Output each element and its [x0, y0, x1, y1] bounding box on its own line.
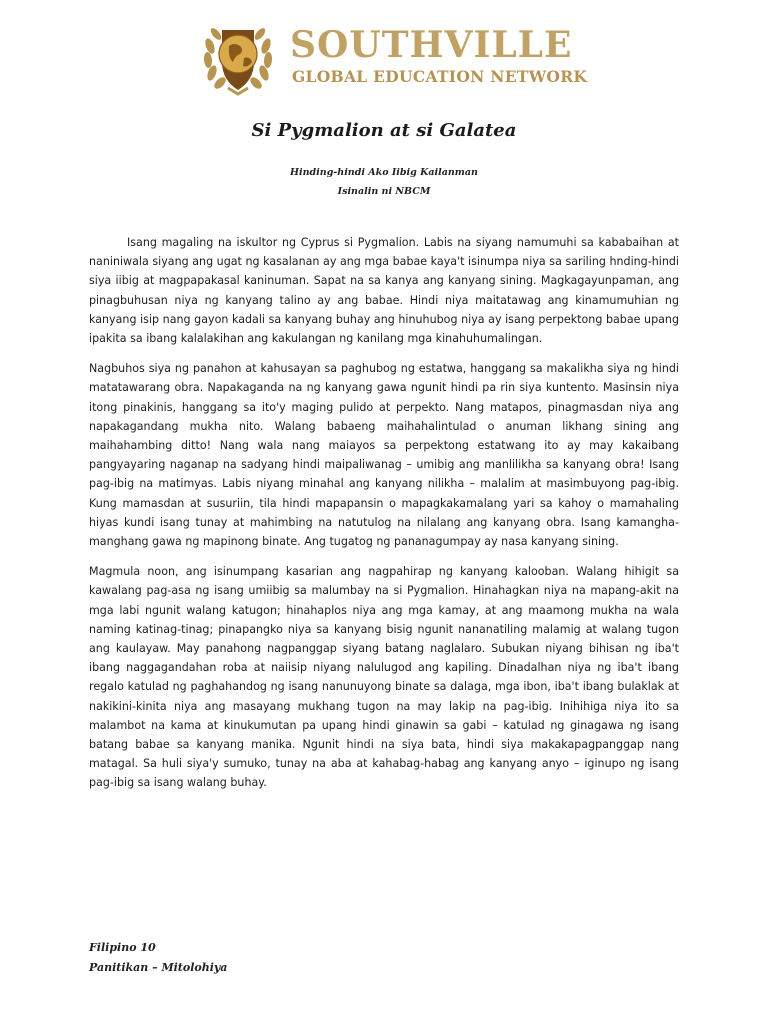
brand-name: SOUTHVILLE [290, 24, 573, 66]
globe-laurel-shield-icon [200, 16, 276, 96]
paragraph: Isang magaling na iskultor ng Cyprus si Pygmalion. Labis na siyang namumuhi sa kababaihan at naniniwala siyang ang ugat ng kasalanan ay ang mga babae kaya't isinumpa niya sa sariling hnding-hindi siya iibig at magpapakasal kaninuman. Sapat na sa kanya ang kanyang sining. Magkagayunpaman, ang pinagbuhusan niya ng kanyang talino ay ang babae. Hindi niya maitatawag ang kinamumuhian ng kanyang isip nang gayon kadali sa kanyang buhay ang hinuhubog niya ay isang perpektong babae upang ipakita sa ibang kalalakihan ang kakulangan ng kanilang mga kinahuhumalingan. [89, 236, 679, 346]
subject-label: Filipino 10 [89, 941, 156, 954]
topic-label: Panitikan – Mitolohiya [89, 961, 228, 974]
footer [89, 938, 227, 978]
paragraph: Nagbuhos siya ng panahon at kahusayan sa paghubog ng estatwa, hanggang sa makalikha siya ng hindi matatawarang obra. Napakaganda na ng kanyang gawa ngunit hindi pa rin siya kuntento. Masinsin niya itong pinakinis, hanggang sa ito'y maging pulido at perpekto. Nang matapos, pinagmasdan niya ang napakagandang mukha nito. Walang babaeng maihahalintulad o anuman likhang sining ang maihahambing ditto! Nang wala nang maiayos sa perpektong estatwang ito ay may kakaibang pangyayaring naganap na sadyang hindi maipaliwanag – umibig ang manlilikha sa kanyang obra! Isang pag-ibig na matimyas. Labis niyang minahal ang kanyang nilikha – malalim at masimbuyong pag-ibig. Kung mamasdan at susuriin, tila hindi mapapansin o mapagkakamalang yari sa kahoy o mamahaling hiyas kundi isang tunay at mahimbing na natutulog na nilalang ang kanyang obra. Isang kamangha-manghang gawa ng mapinong binate. Ang tugatog ng pananagumpay ay nasa kanyang sining. [89, 362, 679, 549]
story-body [89, 233, 679, 804]
translator-credit: Isinalin ni NBCM [337, 186, 431, 197]
header [200, 16, 588, 96]
brand-subtitle: GLOBAL EDUCATION NETWORK [292, 67, 588, 86]
paragraph: Magmula noon, ang isinumpang kasarian ang nagpahirap ng kanyang kalooban. Walang hihigit sa kawalang pag-asa ng isang umiibig sa malumbay na si Pygmalion. Hinahagkan niya na mapang-akit na mga labi ngunit walang katugon; hinahaplos niya ang mga kamay, at ang maamong mukha na wala naming katinag-tinag; pinapangko niya sa kanyang bisig ngunit nananatiling malamig at walang tugon ang kaulayaw. May panahong nagpanggap siyang batang naglalaro. Subukan niyang bihisan ng iba't ibang naggagandahan roba at naiisip niyang nalulugod ang kapiling. Dinadalhan niya ng iba't ibang regalo katulad ng paghahandog ng isang nanunuyong binate sa dalaga, mga ibon, iba't ibang bulaklak at nakikini-kinita niya ang masayang mukhang tugon na may lakip na pag-ibig. Inihihiga niya ito sa malambot na kama at kinukumutan pa upang hindi ginawin sa gabi – katulad ng ginagawa ng isang batang babae sa kanyang manika. Ngunit hindi na siya bata, hindi siya makakapagpanggap nang matagal. Sa huli siya'y sumuko, tunay na aba at kahabag-habag ang kanyang anyo – iginupo ng isang pag-ibig sa isang walang buhay. [89, 565, 679, 790]
document-subtitle: Hinding-hindi Ako Iibig Kailanman [290, 167, 478, 178]
document-title: Si Pygmalion at si Galatea [251, 120, 517, 141]
